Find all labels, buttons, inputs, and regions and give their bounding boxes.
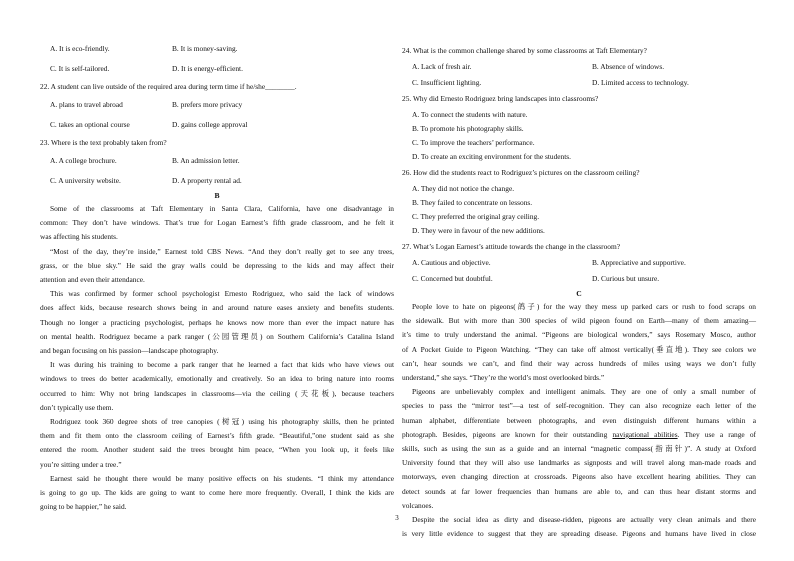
q24-option-d: D. Limited access to technology. [592, 78, 689, 87]
passage-line: entered the room. Another student said the trees brought him peace, “When you look up, it feels like [40, 445, 394, 455]
q24-option-c: C. Insufficient lighting. [412, 78, 482, 87]
q26-option-c: C. They preferred the original gray ceiling. [412, 212, 540, 221]
q23-option-c: C. A university website. [50, 176, 121, 185]
q21-option-b: B. It is money-saving. [172, 44, 238, 53]
passage-line: Some of the classrooms at Taft Elementary in Santa Clara, California, have one disadvantage in [50, 204, 394, 213]
q25-option-a: A. To connect the students with nature. [412, 110, 528, 119]
passage-line: the sidewalk. But with more than 300 species of wild pigeon found on Earth—many of them amazing— [402, 316, 756, 326]
q23-option-d: D. A property rental ad. [172, 176, 242, 185]
q25-question: 25. Why did Ernesto Rodriguez bring landscapes into classrooms? [402, 94, 599, 103]
q23-options-row-2 [40, 174, 394, 188]
passage-line: of A Pocket Guide to Pigeon Watching. “They can take off almost vertically(垂直地). They see colors we [402, 344, 756, 354]
q26-option-a: A. They did not notice the change. [412, 184, 515, 193]
passage-line: Despite the social idea as dirty and disease-ridden, pigeons are actually very clean animals and there [412, 515, 756, 525]
q21-option-a: A. It is eco-friendly. [50, 44, 110, 53]
passage-line: Rodriguez took 360 degree shots of tree canopies (树冠) using his photography skills, then he printed [50, 417, 394, 427]
passage-b-paragraph [40, 287, 394, 358]
q22-option-d: D. gains college approval [172, 120, 248, 129]
passage-line: it’s time to truly understand the animal. “Pigeons are biological wonders,” says Rosemary Mosco, author [402, 330, 756, 340]
q24-options-row-1 [402, 60, 756, 74]
q22-options-row-1 [40, 98, 394, 112]
q23-question: 23. Where is the text probably taken from? [40, 138, 167, 147]
passage-line: People love to hate on pigeons(鸽子) for the way they mess up parked cars or rush to food scraps on [412, 302, 756, 311]
q23-option-a: A. A college brochure. [50, 156, 117, 165]
passage-c-paragraph [402, 300, 756, 385]
passage-line-end: . They use a range of [677, 429, 757, 439]
passage-b-paragraph [40, 358, 394, 415]
q27-option-b: B. Appreciative and supportive. [592, 258, 686, 267]
page-number: 3 [395, 514, 399, 522]
q21-options-row-1 [40, 42, 394, 56]
passage-line: is very little evidence to suggest that they are spreading disease. Pigeons and humans have lived in close [402, 529, 756, 539]
passage-b-paragraph [40, 472, 394, 515]
passage-b-paragraph [40, 415, 394, 472]
passage-b [40, 202, 394, 514]
passage-c-paragraph [402, 385, 756, 513]
q21-options-row-2 [40, 62, 394, 76]
underlined-phrase: navigational abilities [612, 429, 678, 439]
passage-line: “Most of the day, they’re inside,” Earnest told CBS News. “And they don’t really get to see any trees, [50, 246, 394, 256]
q25-option-b: B. To promote his photography skills. [412, 124, 524, 133]
passage-line: It was during his training to become a park ranger that he learned a fact that kids who have views out [50, 360, 394, 370]
passage-line: grass, or the blue sky.” He said the gray walls could be depressing to the kids and may affect their [40, 260, 394, 270]
passage-line-start: photograph. Besides, pigeons are known for their outstanding [402, 429, 613, 439]
passage-b-paragraph [40, 202, 394, 245]
passage-line: understand,” she says. “They’re the world’s most overlooked birds.” [402, 373, 605, 383]
passage-line: University found that they will also use landmarks as signposts and will travel along man-made roads and [402, 458, 756, 468]
q26-option-d: D. They were in favour of the new additions. [412, 226, 545, 235]
passage-line: skills, such as using the sun as a guide and an internal “magnetic compass(指南针)”. A study at Oxford [402, 444, 756, 454]
q27-options-row-1 [402, 256, 756, 270]
passage-line: them and fit them onto the classroom ceiling of Earnest’s fifth grade. “Beautiful,”one student said as she [40, 431, 394, 441]
passage-line: attention and even their attendance. [40, 275, 145, 285]
section-c-heading: C [576, 289, 582, 298]
passage-line: volcanoes. [402, 500, 434, 510]
passage-line: windows to trees do better academically, emotionally and creatively. So an idea to bring nature into rooms [40, 374, 394, 384]
q25-option-d: D. To create an exciting environment for the students. [412, 152, 572, 161]
passage-line: and began focusing on his passion—landscape photography. [40, 346, 219, 356]
q26-option-b: B. They failed to concentrate on lessons. [412, 198, 533, 207]
passage-line: occurred to him: Why not bring landscapes in classrooms—via the ceiling (天花板), because teachers [40, 388, 394, 398]
passage-line: human alphabet, differentiate between photographs, and even distinguish different humans within a [402, 415, 756, 425]
passage-line: going to be happier,” he said. [40, 502, 127, 512]
passage-line: species to pass the “mirror test”—a test of self-recognition. They can also recognize each letter of the [402, 401, 756, 411]
q22-option-b: B. prefers more privacy [172, 100, 243, 109]
passage-line: motorways, even changing direction at crossroads. Pigeons also have excellent hearing abilities. They can [402, 472, 756, 482]
q27-option-d: D. Curious but unsure. [592, 274, 660, 283]
q24-options-row-2 [402, 76, 756, 90]
section-b-heading: B [214, 191, 220, 200]
q27-options-row-2 [402, 272, 756, 286]
passage-line: This was confirmed by former school psychologist Ernesto Rodriguez, who said the lack of windows [50, 289, 394, 299]
q22-question: 22. A student can live outside of the required area during term time if he/she________. [40, 82, 297, 91]
passage-c [402, 300, 756, 541]
passage-line: Though no longer a practicing psychologist, perhaps he knows now more than ever the impact nature has [40, 317, 394, 327]
passage-line: does affect kids, because research shows being in and around nature eases anxiety and benefits students. [40, 303, 394, 313]
q24-question: 24. What is the common challenge shared by some classrooms at Taft Elementary? [402, 46, 647, 55]
q27-option-c: C. Concerned but doubtful. [412, 274, 493, 283]
left-column [40, 40, 394, 514]
q25-option-c: C. To improve the teachers’ performance. [412, 138, 535, 147]
q26-question: 26. How did the students react to Rodriguez’s pictures on the classroom ceiling? [402, 168, 640, 177]
right-column [402, 42, 756, 541]
q22-option-a: A. plans to travel abroad [50, 100, 123, 109]
q22-options-row-2 [40, 118, 394, 132]
q21-option-d: D. It is energy-efficient. [172, 64, 243, 73]
passage-line-underlined [402, 428, 756, 442]
q21-option-c: C. It is self-tailored. [50, 64, 110, 73]
passage-line: was affecting his students. [40, 232, 118, 242]
q24-option-a: A. Lack of fresh air. [412, 62, 472, 71]
q23-options-row-1 [40, 154, 394, 168]
q27-option-a: A. Cautious and objective. [412, 258, 491, 267]
passage-line: you’re sitting under a tree.” [40, 459, 122, 469]
passage-line: on mental health. Rodriguez became a park ranger (公园管理员) on Southern California’s Catalina Island [40, 331, 394, 341]
passage-line: common: They don’t have windows. That’s true for Logan Earnest’s fifth grade classroom, and he felt it [40, 218, 394, 228]
passage-line: is going to go up. The kids are going to want to come here more frequently. Overall, I think the kids are [40, 488, 394, 498]
q22-option-c: C. takes an optional course [50, 120, 130, 129]
passage-b-paragraph [40, 245, 394, 288]
passage-line: Pigeons are unbelievably complex and intelligent animals. They are one of only a small number of [412, 387, 756, 397]
q27-question: 27. What’s Logan Earnest’s attitude towards the change in the classroom? [402, 242, 621, 251]
q23-option-b: B. An admission letter. [172, 156, 240, 165]
passage-line: detect sounds at far lower frequencies than humans are able to, and can thus hear distant storms and [402, 486, 756, 496]
passage-line: don’t typically use them. [40, 402, 114, 412]
q24-option-b: B. Absence of windows. [592, 62, 665, 71]
passage-line: can’t, hear sounds we can’t, and find their way across hundreds of miles using ways we don’t fully [402, 358, 756, 368]
passage-line: Earnest said he thought there would be many positive effects on his students. “I think my attendance [50, 473, 394, 483]
